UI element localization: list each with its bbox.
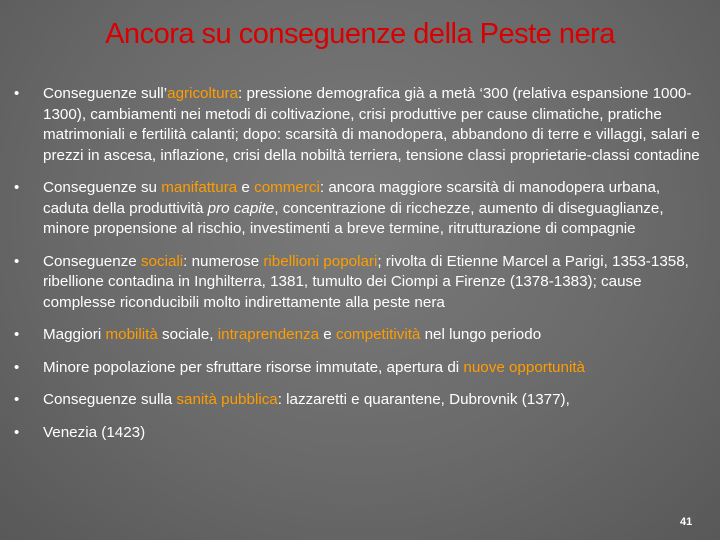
text-segment: Conseguenze su	[43, 179, 162, 196]
highlighted-term: nuove opportunità	[463, 358, 585, 376]
bullet-text	[43, 423, 704, 444]
bullet-list	[14, 84, 704, 455]
italic-term: pro capite	[207, 199, 275, 217]
highlighted-term: sanità pubblica	[176, 391, 278, 408]
page-number: 41	[680, 516, 693, 528]
slide-title: Ancora su conseguenze della Peste nera	[105, 18, 615, 50]
bullet-dot-icon: •	[14, 179, 20, 196]
text-segment: Conseguenze sull’	[43, 85, 168, 102]
highlighted-term: mobilità	[105, 326, 158, 343]
highlighted-term: agricoltura	[167, 85, 239, 102]
list-item	[14, 325, 704, 346]
text-segment: : numerose	[183, 252, 264, 270]
bullet-text	[43, 84, 704, 166]
highlighted-term: sociali	[140, 252, 184, 270]
bullet-text	[43, 178, 704, 240]
highlighted-term: commerci	[254, 179, 320, 196]
text-segment: sociale,	[157, 326, 218, 343]
highlighted-term: competitività	[335, 326, 421, 343]
bullet-dot-icon: •	[14, 358, 20, 376]
bullet-text	[43, 390, 704, 411]
list-item	[14, 423, 704, 444]
list-item	[14, 178, 704, 240]
text-segment: Maggiori	[43, 326, 106, 343]
bullet-text	[43, 358, 704, 379]
highlighted-term: intraprendenza	[217, 326, 320, 343]
list-item	[14, 252, 704, 314]
text-segment: nel lungo periodo	[420, 326, 542, 343]
list-item	[14, 84, 704, 166]
text-segment: e	[237, 179, 255, 196]
bullet-dot-icon: •	[14, 423, 20, 441]
text-segment: Conseguenze	[43, 252, 141, 270]
list-item	[14, 358, 704, 379]
highlighted-term: manifattura	[161, 179, 238, 196]
text-segment: : lazzaretti e quarantene, Dubrovnik (1377),	[277, 391, 570, 408]
text-segment: Venezia (1423)	[43, 423, 146, 441]
text-segment: ; rivolta di Etienne Marcel a Parigi, 1353-1358, ribellione contadina in Inghilterra, 1381, tumulto dei Ciompi a Firenze (1378-1383); cause complesse riconducibili molto indirettamente alla peste nera	[43, 252, 689, 311]
list-item	[14, 390, 704, 411]
text-segment: : pressione demografica già a metà ‘300 (relativa espansione 1000-1300), cambiamenti nei metodi di coltivazione, crisi produttive per cause climatiche, pratiche matrimoniali e fertilità calanti; dopo: scarsità di manodopera, abbandono di terre e villaggi, salari e prezzi in ascesa, inflazione, crisi della nobiltà terriera, tensione classi proprietarie-classi contadine	[43, 85, 700, 164]
bullet-dot-icon: •	[14, 391, 20, 408]
bullet-dot-icon: •	[14, 252, 20, 270]
text-segment: e	[319, 326, 336, 343]
highlighted-term: ribellioni popolari	[263, 252, 378, 270]
text-segment: : ancora maggiore scarsità di manodopera urbana, caduta della produttività	[43, 179, 661, 217]
bullet-text	[43, 325, 704, 346]
text-segment: Conseguenze sulla	[43, 391, 177, 408]
text-segment: , concentrazione di ricchezze, aumento di diseguaglianze, minore propensione al rischio, investimenti a breve termine, ritrutturazione di compagnie	[43, 199, 664, 237]
bullet-text	[43, 252, 704, 314]
text-segment: Minore popolazione per sfruttare risorse immutate, apertura di	[43, 358, 464, 376]
bullet-dot-icon: •	[14, 85, 20, 102]
bullet-dot-icon: •	[14, 326, 20, 343]
